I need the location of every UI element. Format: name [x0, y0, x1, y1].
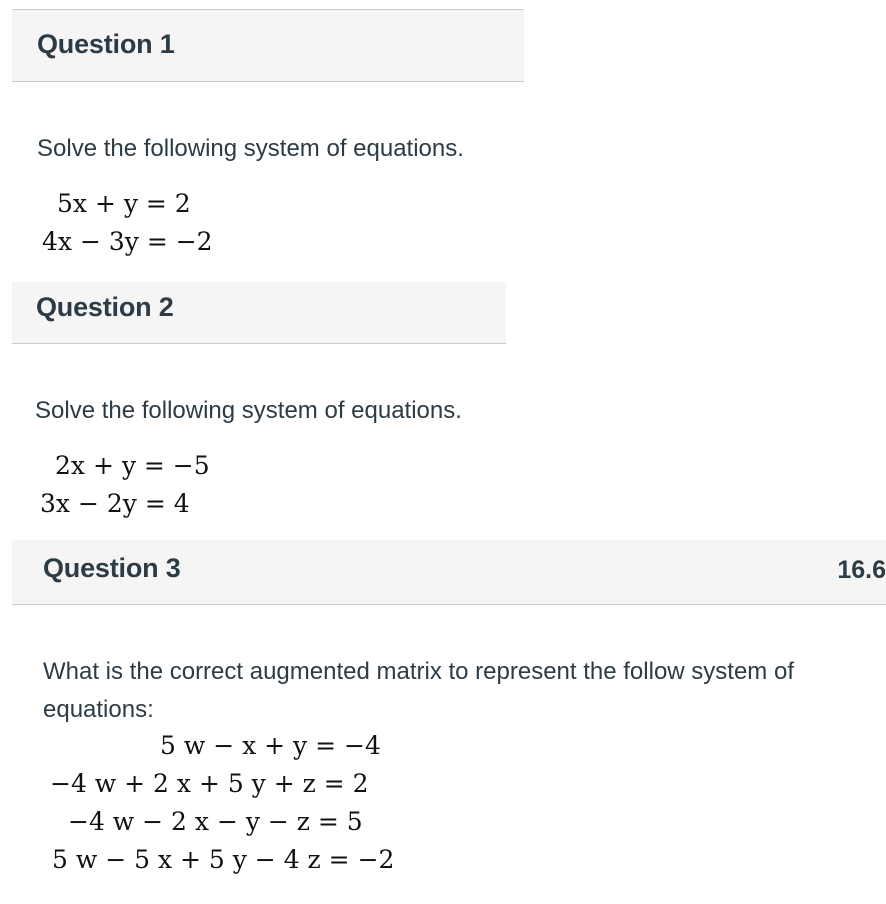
question-3-prompt: What is the correct augmented matrix to represent the follow system of equations: — [43, 658, 794, 723]
equation-row: 4x − 3y = −2 — [42, 227, 213, 256]
equation-row: 5 w − 5 x + 5 y − 4 z = −2 — [52, 845, 395, 874]
equation-row: 5 w − x + y = −4 — [160, 731, 381, 760]
question-1-equations — [42, 185, 213, 272]
question-3-points: 16.6 — [837, 556, 886, 584]
equation-row: 5x + y = 2 — [57, 189, 191, 218]
question-3-equations — [50, 727, 395, 874]
question-2-equations — [40, 447, 210, 534]
question-1-title: Question 1 — [37, 29, 175, 59]
question-2-title: Question 2 — [36, 292, 174, 322]
question-3-title: Question 3 — [43, 553, 181, 583]
question-1-prompt: Solve the following system of equations. — [37, 135, 464, 162]
equation-row: 2x + y = −5 — [55, 451, 210, 480]
equation-row: −4 w − 2 x − y − z = 5 — [68, 807, 363, 836]
equation-row: −4 w + 2 x + 5 y + z = 2 — [50, 769, 369, 798]
equation-row: 3x − 2y = 4 — [40, 489, 190, 518]
question-2-prompt: Solve the following system of equations. — [35, 397, 462, 424]
